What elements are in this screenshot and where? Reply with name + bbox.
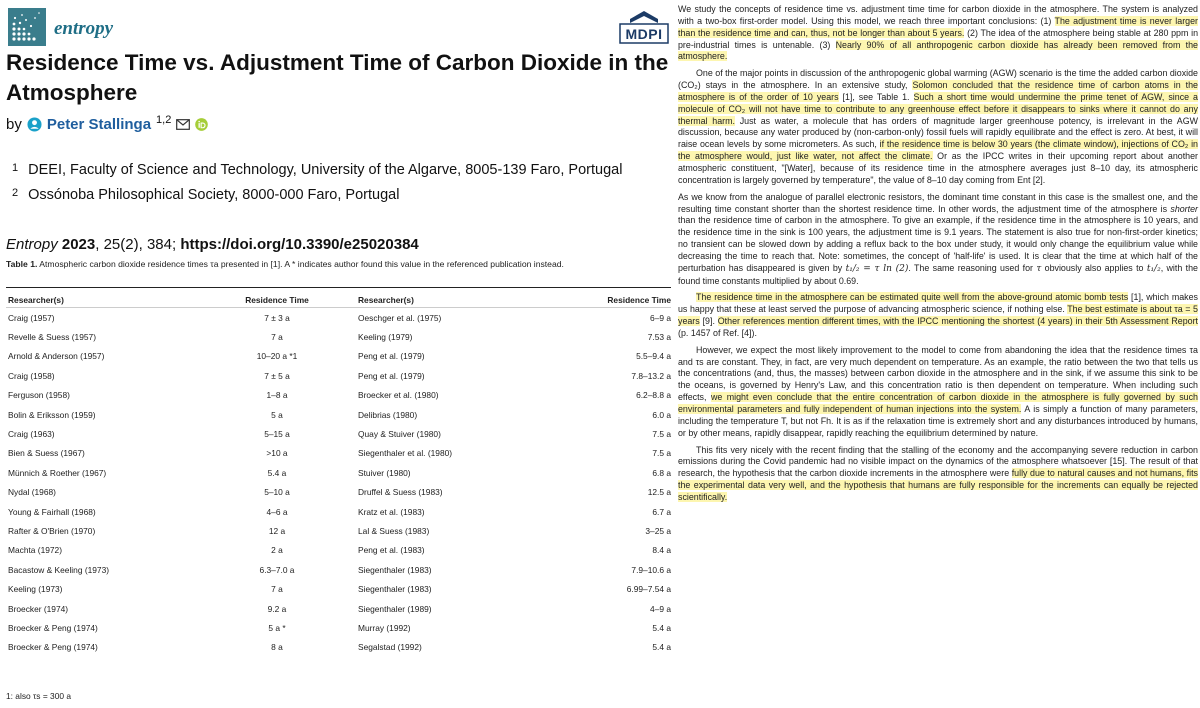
researcher-cell: Young & Fairhall (1968) bbox=[8, 506, 96, 517]
text-segment: We study the concepts of residence time vs. adjustment time time for carbon dioxide in the atmosphere. The system is analyzed with a two-box first-order model. Using this model, we reach three important conclusions: (1) bbox=[678, 4, 1198, 26]
text-segment: A is simply a function of many parameters, including the temperature T, but not Fh. It is as if the relaxation time is extremely short and any disturbances introduced by humans, or by other means, rapidly disappear, rapidly reaching the equilibrium determined by nature. bbox=[678, 404, 1198, 438]
table-row bbox=[6, 521, 671, 540]
residence-time-cell: 5–15 a bbox=[264, 429, 290, 440]
researcher-cell: Murray (1992) bbox=[358, 622, 411, 633]
researcher-cell: Machta (1972) bbox=[8, 545, 62, 556]
paragraph-5 bbox=[678, 345, 1198, 440]
table-row bbox=[6, 502, 671, 521]
text-segment: . The same reasoning used for bbox=[908, 262, 1037, 273]
column-header: Researcher(s) bbox=[8, 294, 64, 305]
residence-time-cell: >10 a bbox=[266, 448, 288, 459]
citation-journal: Entropy bbox=[6, 236, 58, 253]
journal-logo-icon bbox=[8, 8, 46, 46]
mdpi-logo[interactable] bbox=[618, 10, 670, 46]
orcid-icon[interactable] bbox=[195, 118, 208, 131]
highlighted-text: Nearly 90% of all anthropogenic carbon dioxide has already been removed from the atmosphere. bbox=[678, 39, 1198, 62]
researcher-cell: Craig (1957) bbox=[6, 308, 196, 328]
researcher-cell: Delibrias (1980) bbox=[358, 409, 418, 420]
researcher-cell: Peng et al. (1979) bbox=[358, 351, 425, 362]
researcher-cell: Quay & Stuiver (1980) bbox=[358, 429, 441, 440]
highlighted-text: we might even conclude that the entire concentration of carbon dioxide in the atmosphere is fully governed by such environmental parameters and fully independent of human injections into the system. bbox=[678, 392, 1198, 414]
residence-time-cell: 5.4 a bbox=[652, 622, 671, 633]
table-row bbox=[6, 444, 671, 463]
text-segment: (2) The idea of the atmosphere being stable at 280 ppm in pre-industrial times is untenable. (3) bbox=[678, 27, 1199, 50]
researcher-cell: Lal & Suess (1983) bbox=[358, 525, 430, 536]
table-caption-text: Atmospheric carbon dioxide residence times τa presented in [1]. A * indicates author found this value in the referenced publication instead. bbox=[39, 259, 564, 269]
researcher-cell: Bacastow & Keeling (1973) bbox=[8, 564, 110, 575]
affiliation-text: Ossónoba Philosophical Society, 8000-000 Faro, Portugal bbox=[28, 187, 400, 203]
text-segment: One of the major points in discussion of the anthropogenic global warming (AGW) scenario is the time the added carbon dioxide (CO₂) stays in the atmosphere. In an extensive study, bbox=[678, 68, 1198, 91]
table-row bbox=[6, 347, 671, 366]
journal-name: entropy bbox=[54, 18, 114, 39]
author-name[interactable]: Peter Stallinga bbox=[46, 116, 152, 133]
citation-volume: 25(2), 384; bbox=[103, 236, 177, 253]
affiliation-number: 1 bbox=[12, 162, 19, 174]
table-row bbox=[6, 483, 671, 502]
person-icon[interactable] bbox=[27, 117, 42, 132]
affiliation-text: DEEI, Faculty of Science and Technology, University of the Algarve, 8005-139 Faro, Portugal bbox=[28, 162, 623, 178]
math-inline: t₁/₂ bbox=[1146, 263, 1161, 274]
table-row bbox=[6, 618, 671, 637]
researcher-cell: Ferguson (1958) bbox=[8, 390, 70, 401]
author-affiliation-sup: 1,2 bbox=[156, 113, 172, 126]
residence-time-cell: 6.7 a bbox=[652, 506, 671, 517]
highlighted-text: Solomon concluded that the residence time of carbon atoms in the atmosphere is of the order of 10 years bbox=[678, 80, 1198, 102]
highlighted-text: The residence time in the atmosphere can be estimated quite well from the above-ground atomic bomb tests bbox=[696, 292, 1129, 303]
table-row bbox=[6, 386, 671, 405]
researcher-cell: Siegenthaler (1983) bbox=[358, 584, 432, 595]
researcher-cell: Nydal (1968) bbox=[8, 487, 56, 498]
highlighted-text: if the residence time is below 30 years (the climate window), injections of CO₂ in the atmosphere would, just like water, not affect the climate. bbox=[678, 139, 1198, 162]
citation-year: 2023 bbox=[61, 236, 96, 253]
highlighted-text: The best estimate is about τa = 5 years bbox=[678, 304, 1198, 327]
residence-time-cell: 2 a bbox=[271, 545, 283, 556]
table-row bbox=[6, 541, 671, 560]
residence-time-cell: 12 a bbox=[268, 525, 286, 536]
affiliation-number: 2 bbox=[12, 187, 19, 199]
paragraph-6 bbox=[678, 445, 1198, 504]
researcher-cell: Siegenthaler (1983) bbox=[358, 564, 432, 575]
text-segment: , with the found time constants multiplied by about 0.69. bbox=[678, 262, 1198, 286]
byline-prefix: by bbox=[6, 116, 22, 133]
table-header-row bbox=[6, 292, 671, 308]
researcher-cell: Siegenthaler (1989) bbox=[358, 603, 432, 614]
table-row bbox=[6, 308, 671, 328]
paragraph-4 bbox=[678, 292, 1198, 339]
emphasis-text: shorter bbox=[1170, 203, 1198, 214]
residence-time-cell: 3–25 a bbox=[645, 525, 671, 536]
residence-time-cell: 7.5 a bbox=[652, 448, 671, 459]
residence-time-cell: 6.99–7.54 a bbox=[626, 584, 671, 595]
publisher-name: MDPI bbox=[625, 26, 663, 42]
text-segment: Or as the IPCC writes in their upcoming report about another atmospheric constituent, "[Water], because of its residence time in the atmosphere averages just 8–10 day, its atmospheric concentration is largely governed by temperature", the value of 8–10 day coming from Ent [2]. bbox=[678, 151, 1198, 185]
text-segment: than the residence time of carbon in the atmosphere. To give an example, if the residence time in the atmosphere is 10 years, and the residence time in the sink is 100 years, the adjustment time is 9.1 years. The statement is also true for non-first-order kinetics; no transient can be slowed down by adding a reflux back to the box under study, it would only change the equilibrium value while decreasing the time to reach that. Note: sometimes, the concept of 'half-life' is used. It is clear that the time at which half of the perturbation has disappeared is given by bbox=[678, 215, 1198, 273]
residence-time-cell: 6.2–8.8 a bbox=[636, 390, 671, 401]
residence-time-cell: 8.4 a bbox=[652, 545, 671, 556]
residence-time-cell: 6.8 a bbox=[652, 467, 671, 478]
affiliation-1 bbox=[12, 162, 622, 178]
text-segment: This fits very nicely with the recent finding that the stalling of the economy and the accompanying severe reduction in carbon emissions during the Covid pandemic had no visible impact on the dynamics of the atmosphere whatsoever [15]. The result of that research, the hypothesis that the carbon dioxide increments in the atmosphere were bbox=[678, 444, 1198, 479]
table-row bbox=[6, 463, 671, 482]
residence-time-cell: 1–8 a bbox=[266, 390, 288, 401]
highlighted-text: Such a short time would undermine the prime tenet of AGW, since a molecule of CO₂ will not have time to contribute to any greenhouse effect before it disappears to sinks where it cannot do any thermal harm. bbox=[678, 91, 1198, 126]
researcher-cell: Craig (1958) bbox=[8, 370, 55, 381]
byline bbox=[6, 113, 208, 133]
residence-time-cell: 12.5 a bbox=[647, 487, 671, 498]
residence-time-cell: 6–9 a bbox=[521, 308, 671, 328]
researcher-cell: Kratz et al. (1983) bbox=[358, 506, 425, 517]
researcher-cell: Arnold & Anderson (1957) bbox=[8, 351, 105, 362]
residence-time-cell: 4–6 a bbox=[266, 506, 288, 517]
residence-time-cell: 6.0 a bbox=[652, 409, 671, 420]
table-body bbox=[6, 308, 671, 658]
residence-time-cell: 7 a bbox=[271, 332, 283, 343]
text-segment: Just as water, a molecule that has orders of magnitude larger greenhouse potency, is irrelevant in the AGW discussion, because any water produced by (non-carbon-only) fossil fuels will rapidly equilibrate and the effect is zero. At best, it will raise ocean levels by some micrometers. As such, bbox=[678, 115, 1199, 150]
table-caption bbox=[6, 259, 671, 269]
researcher-cell: Broecker & Peng (1974) bbox=[8, 622, 98, 633]
residence-time-cell: 9.2 a bbox=[267, 603, 287, 614]
text-segment: [1], which makes us happy that these at least served the purpose of advancing atmospheric science, if nothing else. bbox=[678, 292, 1198, 315]
residence-time-table bbox=[6, 292, 671, 657]
residence-time-cell: 7 a bbox=[271, 584, 283, 595]
residence-time-cell: 5.5–9.4 a bbox=[636, 351, 671, 362]
researcher-cell: Rafter & O'Brien (1970) bbox=[8, 525, 96, 536]
table-row bbox=[6, 405, 671, 424]
math-inline: τ bbox=[1036, 263, 1042, 274]
researcher-cell: Oeschger et al. (1975) bbox=[356, 308, 521, 328]
table-row bbox=[6, 560, 671, 579]
residence-time-cell: 5 a bbox=[271, 409, 283, 420]
residence-time-cell: 7 ± 3 a bbox=[196, 308, 356, 328]
researcher-cell: Keeling (1979) bbox=[358, 332, 413, 343]
researcher-cell: Bolin & Eriksson (1959) bbox=[8, 409, 96, 420]
paragraph-3 bbox=[678, 192, 1198, 288]
residence-time-cell: 8 a bbox=[271, 642, 283, 653]
residence-time-cell: 5.4 a bbox=[652, 642, 671, 653]
paragraph-1 bbox=[678, 4, 1198, 63]
email-icon[interactable] bbox=[176, 119, 190, 130]
highlighted-text: fully due to natural causes and not humans, fits the experimental data very well, and the hypothesis that humans are fully responsible for the increments can equally be rejected scientifically. bbox=[678, 468, 1198, 502]
researcher-cell: Peng et al. (1983) bbox=[358, 545, 425, 556]
table-row bbox=[6, 638, 671, 657]
residence-time-cell: 7.8–13.2 a bbox=[631, 370, 671, 381]
residence-time-cell: 7.53 a bbox=[647, 332, 671, 343]
researcher-cell: Druffel & Suess (1983) bbox=[358, 487, 443, 498]
table-row bbox=[6, 424, 671, 443]
researcher-cell: Keeling (1973) bbox=[8, 584, 63, 595]
table-caption-label: Table 1. bbox=[6, 259, 38, 269]
residence-time-cell: 10–20 a *1 bbox=[256, 351, 298, 362]
table-area bbox=[6, 280, 671, 708]
text-segment: [9]. bbox=[699, 316, 718, 327]
residence-time-cell: 5–10 a bbox=[264, 487, 290, 498]
residence-time-cell: 7 ± 5 a bbox=[264, 370, 290, 381]
researcher-cell: Revelle & Suess (1957) bbox=[8, 332, 96, 343]
paragraph-2 bbox=[678, 68, 1198, 186]
residence-time-cell: 4–9 a bbox=[650, 603, 671, 614]
column-header: Residence Time bbox=[245, 294, 309, 305]
table-row bbox=[6, 579, 671, 598]
researcher-cell: Peng et al. (1979) bbox=[358, 370, 425, 381]
highlighted-text: Other references mention different times, with the IPCC mentioning the shortest (4 years) in their 5th Assessment Report bbox=[717, 316, 1199, 327]
table-row bbox=[6, 599, 671, 618]
researcher-cell: Broecker & Peng (1974) bbox=[8, 642, 98, 653]
highlighted-text: The adjustment time is never larger than the residence time and can, thus, not be longer than about 5 years. bbox=[678, 15, 1198, 38]
residence-time-cell: 5.4 a bbox=[267, 467, 287, 478]
researcher-cell: Bien & Suess (1967) bbox=[8, 448, 85, 459]
researcher-cell: Broecker (1974) bbox=[8, 603, 69, 614]
text-segment: (p. 1457 of Ref. [4]). bbox=[678, 327, 757, 338]
researcher-cell: Siegenthaler et al. (1980) bbox=[358, 448, 453, 459]
column-header: Researcher(s) bbox=[358, 294, 414, 305]
residence-time-cell: 6.3–7.0 a bbox=[259, 564, 295, 575]
researcher-cell: Broecker et al. (1980) bbox=[358, 390, 439, 401]
abstract-excerpt-column bbox=[678, 4, 1198, 704]
researcher-cell: Stuiver (1980) bbox=[358, 467, 411, 478]
column-header: Residence Time bbox=[607, 294, 671, 305]
text-segment: [1], see Table 1. bbox=[838, 91, 914, 102]
researcher-cell: Craig (1963) bbox=[8, 429, 55, 440]
text-segment: obviously also applies to bbox=[1041, 262, 1147, 273]
doi-link[interactable]: https://doi.org/10.3390/e25020384 bbox=[180, 236, 419, 253]
residence-time-cell: 7.5 a bbox=[652, 429, 671, 440]
table-row bbox=[6, 366, 671, 385]
table-footnote: 1: also τs = 300 a bbox=[6, 691, 72, 701]
researcher-cell: Segalstad (1992) bbox=[358, 642, 422, 653]
residence-time-cell: 5 a * bbox=[268, 622, 286, 633]
entropy-logo[interactable] bbox=[8, 8, 216, 46]
table-top-rule bbox=[6, 287, 671, 288]
table-row bbox=[6, 327, 671, 346]
researcher-cell: Münnich & Roether (1967) bbox=[8, 467, 107, 478]
paper-title: Residence Time vs. Adjustment Time of Carbon Dioxide in the Atmosphere bbox=[6, 50, 669, 105]
residence-time-cell: 7.9–10.6 a bbox=[631, 564, 671, 575]
citation: Entropy 2023, 25(2), 384; https://doi.org/10.3390/e25020384 bbox=[6, 236, 419, 253]
affiliation-2 bbox=[12, 187, 399, 203]
text-segment: As we know from the analogue of parallel electronic resistors, the dominant time constant in this case is the smallest one, and the resulting time constant shorter than the shortest residence time. In other words, the adjustment time of the atmosphere is bbox=[678, 191, 1198, 214]
text-segment: However, we expect the most likely improvement to the model to come from abandoning the idea that the residence times τa and τs are constant. They, in fact, are very much dependent on temperature. As an example, the ratio between the two that tells us the concentrations (and, thus, the masses) between carbon dioxide in the atmosphere and in the sink, if we assume this sink to be the oceans, is governed by Henry's Law, and this concentration ratio is then dependent on temperature. When including such effects, bbox=[678, 344, 1198, 403]
math-inline: t₁/₂ = τ ln (2) bbox=[845, 263, 909, 274]
